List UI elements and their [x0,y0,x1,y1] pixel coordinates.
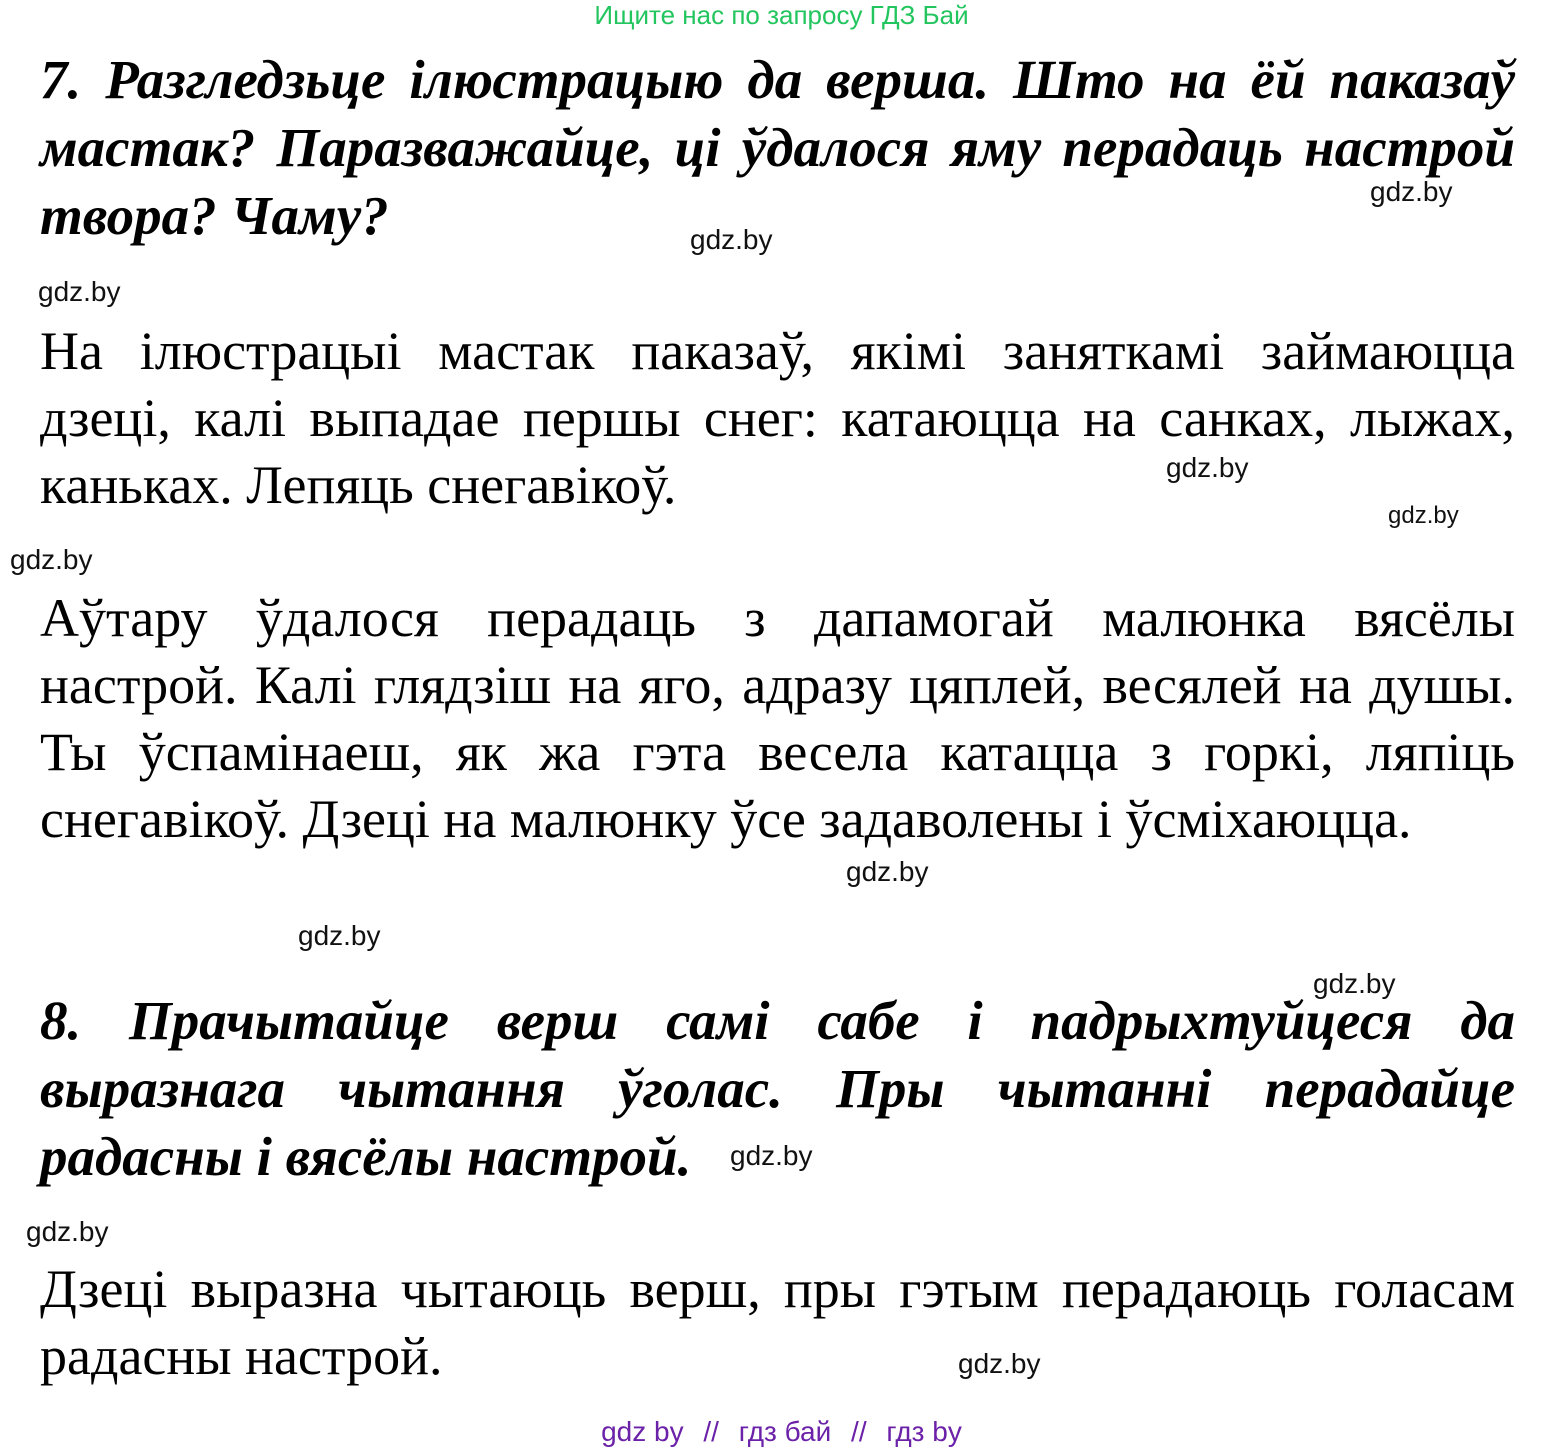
watermark: gdz.by [298,920,381,951]
watermark: gdz.by [1313,968,1396,999]
task-8-answer: Дзеці выразна чытаюць верш, пры гэтым перадаюць голасам радасны настрой. [40,1259,1515,1386]
watermark: gdz.by [1388,502,1459,529]
task-7-answer-paragraph-1: На ілюстрацыі мастак паказаў, якімі заняткамі займаюцца дзеці, калі выпадае першы снег: катаюцца на санках, лыжах, каньках. Лепяць снегавікоў. [40,321,1515,515]
footer-link-gdz-by-cyr[interactable]: гдз by [886,1416,962,1447]
footer-separator: // [703,1416,719,1447]
task-7-question: 7. Разгледзьце ілюстрацыю да верша. Што на ёй паказаў мастак? Паразважайце, ці ўдалося яму перадаць настрой твора? Чаму? [40,49,1515,246]
footer-separator: // [851,1416,867,1447]
watermark: gdz.by [730,1140,813,1171]
watermark: gdz.by [10,544,93,575]
task-7-answer-paragraph-2: Аўтару ўдалося перадаць з дапамогай малюнка вясёлы настрой. Калі глядзіш на яго, адразу цяплей, весялей на душы. Ты ўспамінаеш, як жа гэта весела катацца з горкі, ляпіць снегавікоў. Дзеці на малюнку ўсе задаволены і ўсміхаюцца. [40,588,1515,849]
search-hint-banner: Ищите нас по запросу ГДЗ Бай [594,0,969,30]
footer-link-gdz-by[interactable]: gdz by [601,1416,684,1447]
footer-link-gdz-bai[interactable]: гдз бай [738,1416,832,1447]
watermark: gdz.by [690,224,773,255]
watermark: gdz.by [958,1348,1041,1379]
watermark: gdz.by [1166,452,1249,483]
task-8-question: 8. Прачытайце верш самі сабе і падрыхтуйцеся да выразнага чытання ўголас. Пры чытанні перадайце радасны і вясёлы настрой. [40,990,1515,1187]
footer-links [0,1416,1563,1448]
watermark: gdz.by [1370,176,1453,207]
watermark: gdz.by [846,856,929,887]
watermark: gdz.by [26,1216,109,1247]
watermark: gdz.by [38,276,121,307]
